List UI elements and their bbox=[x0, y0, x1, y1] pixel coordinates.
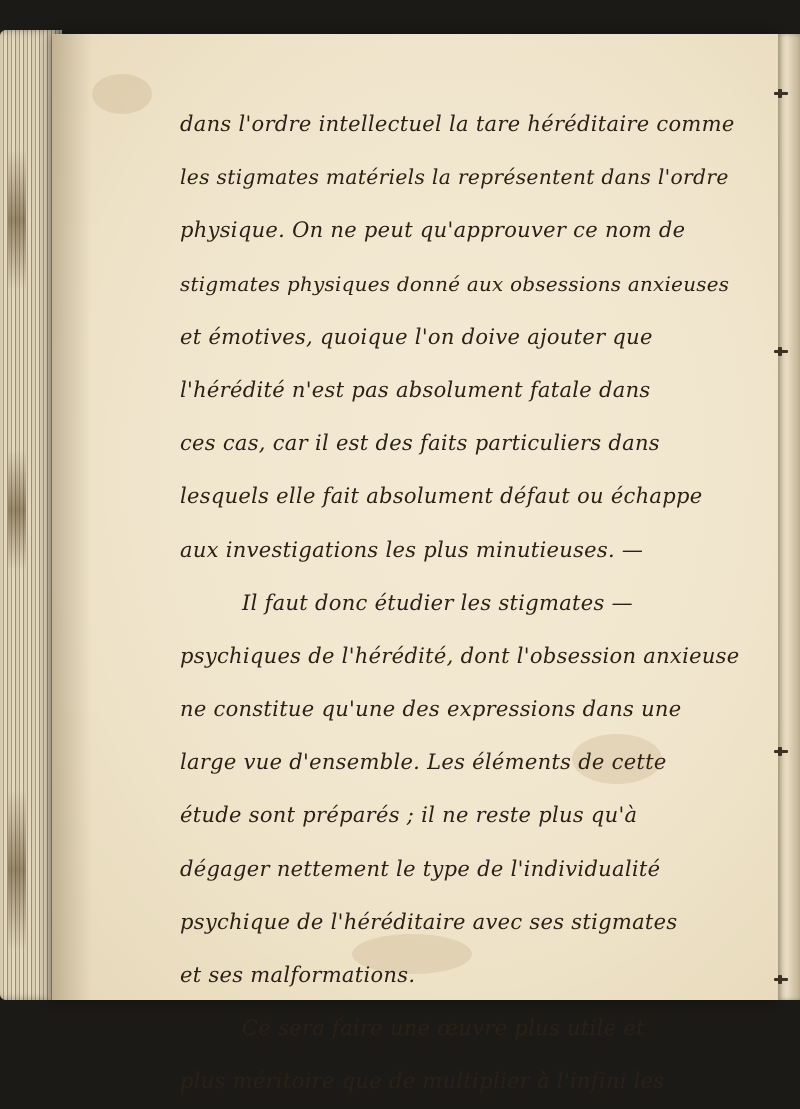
gutter-shadow bbox=[52, 34, 92, 1000]
text-line: stigmates physiques donné aux obsessions anxieuses bbox=[180, 272, 730, 296]
paragraph-start-line: Il faut donc étudier les stigmates — bbox=[242, 590, 633, 615]
binding-stitch bbox=[774, 92, 788, 95]
binding-strip bbox=[778, 34, 800, 1000]
text-line: plus méritoire que de multiplier à l'infini les bbox=[180, 1069, 665, 1094]
text-line: large vue d'ensemble. Les éléments de cette bbox=[180, 750, 667, 775]
text-line: ne constitue qu'une des expressions dans une bbox=[180, 697, 682, 722]
handwritten-text bbox=[180, 98, 740, 1109]
text-line: ces cas, car il est des faits particuliers dans bbox=[180, 431, 660, 456]
text-line: psychique de l'héréditaire avec ses stigmates bbox=[180, 909, 678, 934]
text-line: dans l'ordre intellectuel la tare héréditaire comme bbox=[180, 112, 735, 136]
binding-stitch bbox=[774, 978, 788, 981]
text-line: étude sont préparés ; il ne reste plus qu'à bbox=[180, 803, 638, 828]
text-line: dégager nettement le type de l'individualité bbox=[180, 856, 661, 881]
paper-foxing bbox=[92, 74, 152, 114]
text-line: psychiques de l'hérédité, dont l'obsession anxieuse bbox=[180, 643, 740, 668]
binding-stitch bbox=[774, 750, 788, 753]
binding-stitch bbox=[774, 350, 788, 353]
text-line: aux investigations les plus minutieuses. — bbox=[180, 537, 644, 562]
text-line: et ses malformations. bbox=[180, 963, 416, 987]
text-line: l'hérédité n'est pas absolument fatale dans bbox=[180, 377, 651, 402]
text-line: lesquels elle fait absolument défaut ou échappe bbox=[180, 484, 703, 509]
text-line: physique. On ne peut qu'approuver ce nom de bbox=[180, 218, 686, 243]
edge-stain bbox=[8, 150, 26, 290]
edge-stain bbox=[8, 450, 26, 570]
text-line: et émotives, quoique l'on doive ajouter que bbox=[180, 324, 653, 349]
edge-stain bbox=[8, 790, 26, 950]
paragraph-start-line: Ce sera faire une œuvre plus utile et bbox=[242, 1016, 645, 1041]
text-line: les stigmates matériels la représentent dans l'ordre bbox=[180, 165, 729, 190]
